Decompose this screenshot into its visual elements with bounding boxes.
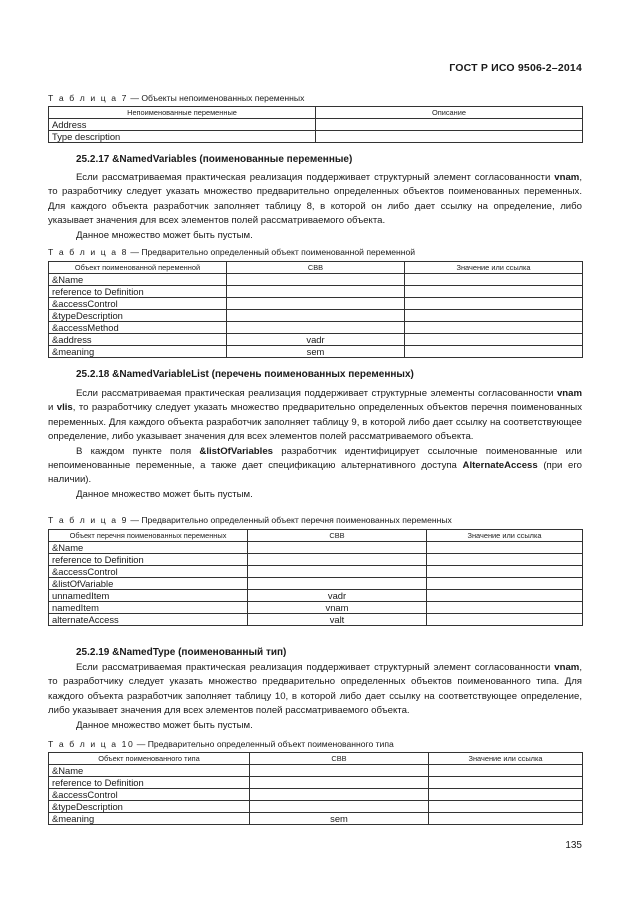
column-header: Описание [316,107,583,119]
paragraph: Если рассматриваемая практическая реализация поддерживает структурный элемент согласованности vnam, то разработчику следует указать множество предварительно определенных объектов поименованных переменных. Для каждого объекта разработчик заполняет таблицу 8, в которой он либо дает ссылку на определение, либо указывает значения для всех элементов полей рассматриваемого объекта. [48,172,582,227]
table-row: &typeDescription [49,310,583,322]
section-text [48,387,582,502]
table-row: &listOfVariable [49,578,583,590]
table-row: reference to Definition [49,777,583,789]
column-header: Объект поименованной переменной [49,262,227,274]
paragraph: Если рассматриваемая практическая реализация поддерживает структурный элемент согласованности vnam, то разработчику следует указать множество предварительно определенных объектов поименованного типа. Для каждого объекта разработчик заполняет таблицу 10, в которой либо дает ссылку на соответствующее определение, либо указывает значения для всех элементов полей рассматриваемого объекта. [48,662,582,717]
section-text [48,171,582,243]
paragraph: В каждом пункте поля &listOfVariables разработчик идентифицирует ссылочные поименованные или непоименованные переменные, а также дает спецификацию альтернативного доступа AlternateAccess (при его наличии). [48,445,582,486]
table-row: reference to Definition [49,286,583,298]
table-cell [316,119,583,131]
section-heading: 25.2.19 &NamedType (поименованный тип) [76,647,287,658]
page-number: 135 [565,840,582,851]
table8 [48,261,583,358]
table-row: &meaning sem [49,346,583,358]
table-row: &accessControl [49,789,583,801]
table10-caption: Т а б л и ц а 10 — Предварительно определенный объект поименованного типа [48,739,394,749]
table7-caption: Т а б л и ц а 7 — Объекты непоименованных переменных [48,93,305,103]
table-row: unnamedItem vadr [49,590,583,602]
column-header: CBB [248,530,427,542]
paragraph: Данное множество может быть пустым. [76,229,253,241]
table-row: reference to Definition [49,554,583,566]
table9-caption: Т а б л и ц а 9 — Предварительно определенный объект перечня поименованных переменных [48,515,452,525]
table-header-row [49,530,583,542]
table-row [49,119,583,131]
table10 [48,752,583,825]
table-row: namedItem vnam [49,602,583,614]
column-header: Значение или ссылка [427,530,583,542]
table-row: &accessMethod [49,322,583,334]
table-header-row [49,262,583,274]
section-heading: 25.2.18 &NamedVariableList (перечень поименованных переменных) [76,369,414,380]
table-row: &accessControl [49,566,583,578]
table7 [48,106,583,143]
table-header-row [49,107,583,119]
table-row: &Name [49,765,583,777]
column-header: CBB [227,262,405,274]
paragraph: Данное множество может быть пустым. [76,488,253,500]
column-header: Значение или ссылка [429,753,583,765]
table-row: &typeDescription [49,801,583,813]
column-header: Значение или ссылка [405,262,583,274]
paragraph: Если рассматриваемая практическая реализация поддерживает структурные элементы согласованности vnam и vlis, то разработчику следует указать множество предварительно определенных объектов перечня поименованных переменных. Для каждого объекта разработчик заполняет таблицу 9, в которой либо дает ссылку на соответствующее определение, либо указывает значения для всех элементов полей рассматриваемого объекта. [48,388,582,443]
column-header: CBB [250,753,429,765]
table-row: &Name [49,274,583,286]
section-heading: 25.2.17 &NamedVariables (поименованные переменные) [76,154,353,165]
table8-caption: Т а б л и ц а 8 — Предварительно определенный объект поименованной переменной [48,247,416,257]
table-cell [316,131,583,143]
table-row: &Name [49,542,583,554]
table-row: &address vadr [49,334,583,346]
column-header: Непоименованные переменные [49,107,316,119]
column-header: Объект поименованного типа [49,753,250,765]
table9 [48,529,583,626]
table-header-row [49,753,583,765]
section-text [48,661,582,733]
document-title: ГОСТ Р ИСО 9506-2–2014 [449,62,582,74]
column-header: Объект перечня поименованных переменных [49,530,248,542]
table-row: &accessControl [49,298,583,310]
table-cell: Type description [49,131,316,143]
table-row [49,131,583,143]
paragraph: Данное множество может быть пустым. [76,719,253,731]
table-row: &meaning sem [49,813,583,825]
table-row: alternateAccess valt [49,614,583,626]
table-cell: Address [49,119,316,131]
